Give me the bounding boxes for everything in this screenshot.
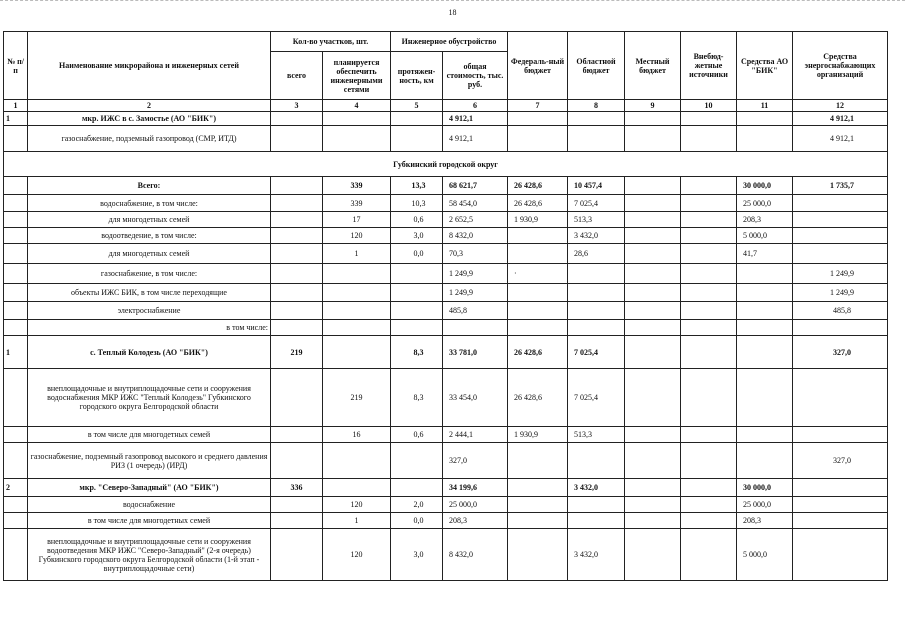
regional-budget (568, 284, 625, 302)
length-km (391, 264, 443, 284)
bik-funds: 41,7 (737, 244, 793, 264)
regional-budget: 7 025,4 (568, 195, 625, 212)
row-name: с. Теплый Колодезь (АО "БИК") (28, 336, 271, 369)
plots-total (271, 427, 323, 443)
bik-funds: 25 000,0 (737, 195, 793, 212)
plots-total (271, 320, 323, 336)
local-budget (625, 427, 681, 443)
federal-budget (508, 244, 568, 264)
regional-budget: 3 432,0 (568, 529, 625, 581)
total-cost: 4 912,1 (443, 112, 508, 126)
header-plots-total: всего (271, 52, 323, 100)
federal-budget (508, 228, 568, 244)
federal-budget (508, 513, 568, 529)
energy-funds: 485,8 (793, 302, 888, 320)
offbudget-sources (681, 302, 737, 320)
bik-funds (737, 284, 793, 302)
length-km: 0,6 (391, 427, 443, 443)
length-km: 10,3 (391, 195, 443, 212)
offbudget-sources (681, 177, 737, 195)
table-row (4, 443, 888, 479)
energy-funds (793, 427, 888, 443)
regional-budget: 10 457,4 (568, 177, 625, 195)
table-row (4, 195, 888, 212)
plots-total (271, 443, 323, 479)
energy-funds (793, 369, 888, 427)
total-cost: 8 432,0 (443, 228, 508, 244)
regional-budget: 513,3 (568, 212, 625, 228)
plots-total (271, 302, 323, 320)
row-number (4, 513, 28, 529)
header-regional: Областной бюджет (568, 32, 625, 100)
row-name: водоотведение, в том числе: (28, 228, 271, 244)
column-number: 2 (28, 100, 271, 112)
total-cost: 33 781,0 (443, 336, 508, 369)
table-row (4, 212, 888, 228)
plots-total: 219 (271, 336, 323, 369)
plots-planned: 120 (323, 228, 391, 244)
local-budget (625, 212, 681, 228)
offbudget-sources (681, 369, 737, 427)
row-name: для многодетных семей (28, 244, 271, 264)
offbudget-sources (681, 336, 737, 369)
regional-budget: 513,3 (568, 427, 625, 443)
plots-total (271, 112, 323, 126)
bik-funds (737, 264, 793, 284)
row-name: в том числе для многодетных семей (28, 513, 271, 529)
bik-funds: 208,3 (737, 513, 793, 529)
header-offbudget: Внебюд-жетные источники (681, 32, 737, 100)
column-number-row (4, 100, 888, 112)
energy-funds (793, 479, 888, 497)
plots-planned: 1 (323, 513, 391, 529)
offbudget-sources (681, 228, 737, 244)
bik-funds (737, 369, 793, 427)
offbudget-sources (681, 264, 737, 284)
energy-funds: 1 249,9 (793, 284, 888, 302)
row-name: водоснабжение, в том числе: (28, 195, 271, 212)
regional-budget: 7 025,4 (568, 369, 625, 427)
plots-planned (323, 320, 391, 336)
header-federal: Федераль-ный бюджет (508, 32, 568, 100)
energy-funds: 327,0 (793, 336, 888, 369)
row-name: газоснабжение, в том числе: (28, 264, 271, 284)
bik-funds (737, 427, 793, 443)
plots-total (271, 264, 323, 284)
header-local: Местный бюджет (625, 32, 681, 100)
federal-budget: · (508, 264, 568, 284)
federal-budget: 1 930,9 (508, 212, 568, 228)
energy-funds (793, 212, 888, 228)
offbudget-sources (681, 284, 737, 302)
plots-total (271, 177, 323, 195)
length-km: 8,3 (391, 336, 443, 369)
regional-budget (568, 112, 625, 126)
length-km (391, 126, 443, 152)
local-budget (625, 228, 681, 244)
regional-budget (568, 513, 625, 529)
row-name: газоснабжение, подземный газопровод высокого и среднего давления РИЗ (1 очередь) (ИРД) (28, 443, 271, 479)
plots-total: 336 (271, 479, 323, 497)
plots-total (271, 244, 323, 264)
row-name: внеплощадочные и внутриплощадочные сети и сооружения водоотведения МКР ИЖС "Северо-Западный" (2-я очередь) Губкинского городского округа Белгородской области (1-й этап - внутриплощадочные сети) (28, 529, 271, 581)
federal-budget (508, 443, 568, 479)
local-budget (625, 112, 681, 126)
regional-budget (568, 320, 625, 336)
plots-planned: 339 (323, 177, 391, 195)
header-plots-planned: планируется обеспечить инженерными сетями (323, 52, 391, 100)
section-header (4, 152, 888, 177)
energy-funds (793, 195, 888, 212)
table-row (4, 320, 888, 336)
header-num: № п/п (4, 32, 28, 100)
row-number (4, 228, 28, 244)
federal-budget (508, 126, 568, 152)
length-km: 3,0 (391, 228, 443, 244)
total-cost: 68 621,7 (443, 177, 508, 195)
local-budget (625, 479, 681, 497)
energy-funds (793, 320, 888, 336)
column-number: 1 (4, 100, 28, 112)
plots-total (271, 284, 323, 302)
row-number (4, 284, 28, 302)
offbudget-sources (681, 443, 737, 479)
row-number (4, 244, 28, 264)
length-km (391, 112, 443, 126)
energy-funds: 4 912,1 (793, 112, 888, 126)
table-row (4, 177, 888, 195)
plots-planned (323, 336, 391, 369)
page-number: 18 (448, 8, 457, 17)
total-cost: 70,3 (443, 244, 508, 264)
table-row (4, 126, 888, 152)
total-cost: 8 432,0 (443, 529, 508, 581)
total-cost: 4 912,1 (443, 126, 508, 152)
regional-budget (568, 126, 625, 152)
column-number: 6 (443, 100, 508, 112)
regional-budget: 28,6 (568, 244, 625, 264)
local-budget (625, 336, 681, 369)
table-body-zamostye (4, 112, 888, 152)
local-budget (625, 264, 681, 284)
table-row (4, 369, 888, 427)
row-number: 1 (4, 112, 28, 126)
bik-funds (737, 336, 793, 369)
plots-planned: 339 (323, 195, 391, 212)
table-row (4, 479, 888, 497)
bik-funds: 30 000,0 (737, 177, 793, 195)
bik-funds: 5 000,0 (737, 529, 793, 581)
total-cost: 2 652,5 (443, 212, 508, 228)
column-number: 4 (323, 100, 391, 112)
plots-planned (323, 126, 391, 152)
federal-budget (508, 284, 568, 302)
plots-planned (323, 443, 391, 479)
row-number: 2 (4, 479, 28, 497)
offbudget-sources (681, 513, 737, 529)
column-number: 12 (793, 100, 888, 112)
row-number (4, 427, 28, 443)
offbudget-sources (681, 427, 737, 443)
federal-budget (508, 302, 568, 320)
energy-funds (793, 529, 888, 581)
total-cost: 25 000,0 (443, 497, 508, 513)
total-cost: 485,8 (443, 302, 508, 320)
federal-budget (508, 320, 568, 336)
energy-funds: 327,0 (793, 443, 888, 479)
header-infra-cost: общая стоимость, тыс. руб. (443, 52, 508, 100)
bik-funds (737, 112, 793, 126)
total-cost: 2 444,1 (443, 427, 508, 443)
table-row (4, 302, 888, 320)
total-cost: 327,0 (443, 443, 508, 479)
table-header (4, 32, 888, 112)
plots-total (271, 513, 323, 529)
length-km (391, 284, 443, 302)
column-number: 3 (271, 100, 323, 112)
bik-funds (737, 320, 793, 336)
offbudget-sources (681, 126, 737, 152)
plots-total (271, 228, 323, 244)
federal-budget (508, 529, 568, 581)
row-number (4, 443, 28, 479)
local-budget (625, 244, 681, 264)
federal-budget: 26 428,6 (508, 195, 568, 212)
page-top-border (0, 0, 905, 3)
column-number: 7 (508, 100, 568, 112)
row-name: водоснабжение (28, 497, 271, 513)
federal-budget: 26 428,6 (508, 369, 568, 427)
energy-funds: 1 735,7 (793, 177, 888, 195)
bik-funds: 25 000,0 (737, 497, 793, 513)
offbudget-sources (681, 195, 737, 212)
length-km (391, 302, 443, 320)
header-group-plots: Кол-во участков, шт. (271, 32, 391, 52)
local-budget (625, 302, 681, 320)
header-bik: Средства АО "БИК" (737, 32, 793, 100)
row-name: в том числе для многодетных семей (28, 427, 271, 443)
header-infra-length: протяжен-ность, км (391, 52, 443, 100)
regional-budget (568, 302, 625, 320)
table-row (4, 513, 888, 529)
local-budget (625, 369, 681, 427)
plots-planned (323, 302, 391, 320)
energy-funds: 1 249,9 (793, 264, 888, 284)
length-km: 0,6 (391, 212, 443, 228)
federal-budget (508, 479, 568, 497)
total-cost: 1 249,9 (443, 264, 508, 284)
column-number: 11 (737, 100, 793, 112)
plots-total (271, 369, 323, 427)
total-cost: 58 454,0 (443, 195, 508, 212)
column-number: 5 (391, 100, 443, 112)
energy-funds: 4 912,1 (793, 126, 888, 152)
regional-budget (568, 264, 625, 284)
column-number: 8 (568, 100, 625, 112)
column-number: 10 (681, 100, 737, 112)
offbudget-sources (681, 320, 737, 336)
plots-total (271, 195, 323, 212)
bik-funds (737, 302, 793, 320)
total-cost: 34 199,6 (443, 479, 508, 497)
regional-budget: 7 025,4 (568, 336, 625, 369)
local-budget (625, 195, 681, 212)
local-budget (625, 284, 681, 302)
federal-budget: 26 428,6 (508, 177, 568, 195)
plots-planned (323, 112, 391, 126)
length-km (391, 479, 443, 497)
row-name: объекты ИЖС БИК, в том числе переходящие (28, 284, 271, 302)
row-number (4, 177, 28, 195)
plots-total (271, 126, 323, 152)
length-km: 0,0 (391, 513, 443, 529)
offbudget-sources (681, 497, 737, 513)
length-km: 8,3 (391, 369, 443, 427)
energy-funds (793, 497, 888, 513)
plots-planned (323, 264, 391, 284)
plots-planned (323, 284, 391, 302)
plots-total (271, 529, 323, 581)
local-budget (625, 126, 681, 152)
local-budget (625, 513, 681, 529)
total-cost: 208,3 (443, 513, 508, 529)
regional-budget: 3 432,0 (568, 228, 625, 244)
length-km: 13,3 (391, 177, 443, 195)
row-name: для многодетных семей (28, 212, 271, 228)
row-name: газоснабжение, подземный газопровод (СМР, ИТД) (28, 126, 271, 152)
table-row (4, 244, 888, 264)
plots-planned: 120 (323, 529, 391, 581)
offbudget-sources (681, 212, 737, 228)
header-name: Наименование микрорайона и инженерных сетей (28, 32, 271, 100)
local-budget (625, 529, 681, 581)
length-km: 0,0 (391, 244, 443, 264)
table-row (4, 228, 888, 244)
row-name: электроснабжение (28, 302, 271, 320)
row-number (4, 264, 28, 284)
local-budget (625, 443, 681, 479)
funding-table (3, 31, 888, 581)
offbudget-sources (681, 479, 737, 497)
federal-budget (508, 497, 568, 513)
energy-funds (793, 244, 888, 264)
federal-budget: 26 428,6 (508, 336, 568, 369)
row-number (4, 302, 28, 320)
local-budget (625, 320, 681, 336)
table-row (4, 284, 888, 302)
total-cost: 33 454,0 (443, 369, 508, 427)
plots-planned: 17 (323, 212, 391, 228)
row-number (4, 497, 28, 513)
row-number (4, 369, 28, 427)
federal-budget (508, 112, 568, 126)
header-energy: Средства энергоснабжающих организаций (793, 32, 888, 100)
bik-funds: 208,3 (737, 212, 793, 228)
total-cost (443, 320, 508, 336)
plots-total (271, 212, 323, 228)
plots-planned: 120 (323, 497, 391, 513)
table-row (4, 264, 888, 284)
table-row (4, 427, 888, 443)
table-row (4, 112, 888, 126)
plots-planned (323, 479, 391, 497)
offbudget-sources (681, 529, 737, 581)
row-name: в том числе: (28, 320, 271, 336)
length-km (391, 320, 443, 336)
column-number: 9 (625, 100, 681, 112)
bik-funds (737, 126, 793, 152)
length-km (391, 443, 443, 479)
plots-planned: 1 (323, 244, 391, 264)
regional-budget: 3 432,0 (568, 479, 625, 497)
regional-budget (568, 443, 625, 479)
row-number (4, 320, 28, 336)
total-cost: 1 249,9 (443, 284, 508, 302)
row-number (4, 195, 28, 212)
row-number (4, 212, 28, 228)
table-row (4, 529, 888, 581)
row-number (4, 529, 28, 581)
length-km: 3,0 (391, 529, 443, 581)
row-name: мкр. ИЖС в с. Замостье (АО "БИК") (28, 112, 271, 126)
plots-planned: 16 (323, 427, 391, 443)
plots-total (271, 497, 323, 513)
section-title: Губкинский городской округ (4, 152, 888, 177)
row-number (4, 126, 28, 152)
table-row (4, 336, 888, 369)
local-budget (625, 497, 681, 513)
federal-budget: 1 930,9 (508, 427, 568, 443)
bik-funds (737, 443, 793, 479)
energy-funds (793, 513, 888, 529)
regional-budget (568, 497, 625, 513)
bik-funds: 5 000,0 (737, 228, 793, 244)
table-body-gubkin (4, 177, 888, 581)
local-budget (625, 177, 681, 195)
length-km: 2,0 (391, 497, 443, 513)
table-row (4, 497, 888, 513)
row-number: 1 (4, 336, 28, 369)
energy-funds (793, 228, 888, 244)
header-group-infra: Инженерное обустройство (391, 32, 508, 52)
bik-funds: 30 000,0 (737, 479, 793, 497)
offbudget-sources (681, 112, 737, 126)
row-name: Всего: (28, 177, 271, 195)
plots-planned: 219 (323, 369, 391, 427)
row-name: мкр. "Северо-Западный" (АО "БИК") (28, 479, 271, 497)
row-name: внеплощадочные и внутриплощадочные сети и сооружения водоснабжения МКР ИЖС "Теплый Колодезь" Губкинского городского округа Белгородской области (28, 369, 271, 427)
offbudget-sources (681, 244, 737, 264)
